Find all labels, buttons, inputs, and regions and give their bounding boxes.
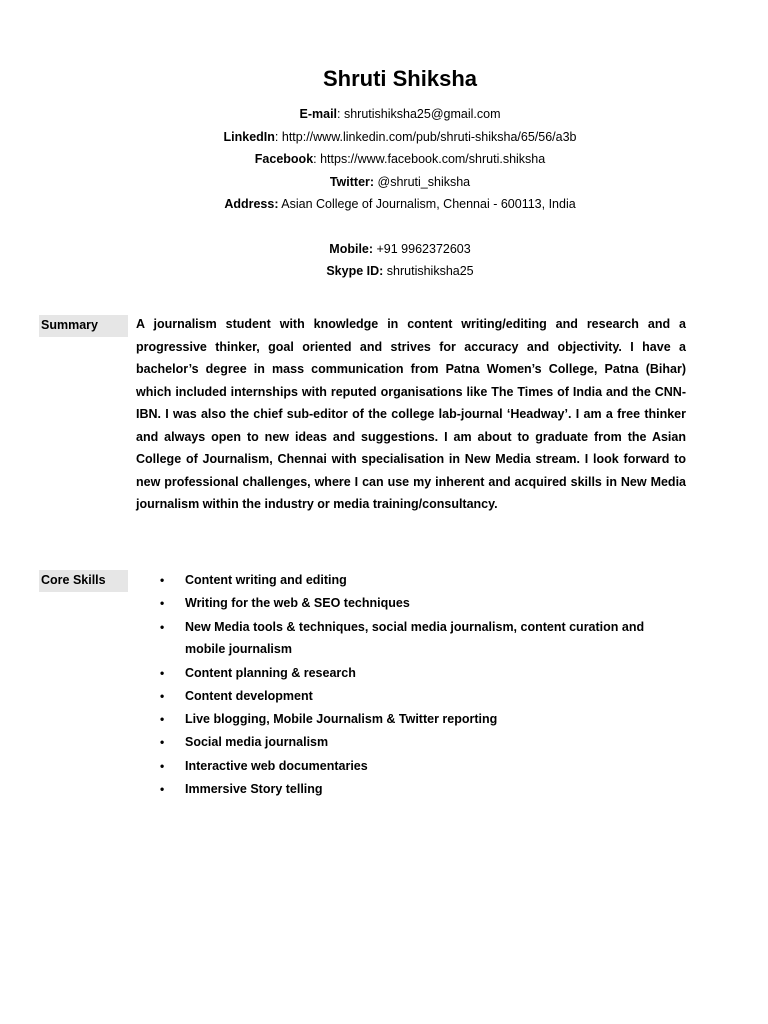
list-item: [160, 592, 660, 615]
list-item: [160, 778, 660, 801]
core-skills-heading: Core Skills: [39, 570, 128, 592]
candidate-name: Shruti Shiksha: [322, 66, 478, 91]
bullet-icon: •: [160, 665, 165, 680]
linkedin-line: [0, 129, 768, 145]
list-item: [160, 616, 660, 661]
address-value: Asian College of Journalism, Chennai - 600113, India: [278, 197, 576, 211]
skill-text: Writing for the web & SEO techniques: [185, 596, 410, 611]
list-item: [160, 731, 660, 754]
email-value[interactable]: : shrutishiksha25@gmail.com: [337, 107, 501, 121]
facebook-value[interactable]: : https://www.facebook.com/shruti.shiksha: [313, 152, 546, 166]
linkedin-value[interactable]: : http://www.linkedin.com/pub/shruti-shiksha/65/56/a3b: [274, 130, 577, 144]
bullet-icon: •: [160, 758, 165, 773]
skill-text: Content planning & research: [185, 665, 356, 680]
skill-text: Content writing and editing: [185, 573, 347, 587]
skill-text: Immersive Story telling: [185, 782, 323, 797]
facebook-line: [0, 151, 768, 167]
summary-heading: Summary: [39, 315, 128, 337]
core-skills-list: [160, 569, 660, 801]
mobile-value: +91 9962372603: [373, 242, 471, 256]
list-item: [160, 708, 660, 731]
bullet-icon: •: [160, 573, 165, 587]
facebook-label: Facebook: [254, 152, 314, 166]
bullet-icon: •: [160, 596, 165, 611]
twitter-line: [0, 174, 768, 190]
bullet-icon: •: [160, 712, 165, 727]
skill-text: New Media tools & techniques, social media journalism, content curation and mobile journalism: [185, 619, 645, 657]
skill-text: Live blogging, Mobile Journalism & Twitter reporting: [185, 712, 498, 727]
mobile-line: [0, 241, 768, 257]
mobile-label: Mobile:: [329, 242, 374, 256]
summary-text: A journalism student with knowledge in content writing/editing and research and a progressive thinker, goal oriented and strives for accuracy and objectivity. I have a bachelor’s degree in mass communication from Patna Women’s College, Patna (Bihar) which included internships with reputed organisations like The Times of India and the CNN-IBN. I was also the chief sub-editor of the college lab-journal ‘Headway’. I am a free thinker and always open to new ideas and suggestions. I am about to graduate from the Asian College of Journalism, Chennai with specialisation in New Media stream. I look forward to new professional challenges, where I can use my inherent and acquired skills in New Media journalism within the industry or media training/consultancy.: [136, 317, 686, 511]
bullet-icon: •: [160, 735, 165, 750]
skill-text: Social media journalism: [185, 735, 329, 750]
list-item: [160, 755, 660, 778]
list-item: [160, 685, 660, 708]
email-line: [0, 106, 768, 122]
skill-text: Interactive web documentaries: [185, 758, 368, 773]
linkedin-label: LinkedIn: [223, 130, 275, 144]
bullet-icon: •: [160, 688, 165, 703]
twitter-value: @shruti_shiksha: [374, 175, 471, 189]
email-label: E-mail: [299, 107, 338, 121]
skype-value: shrutishiksha25: [383, 264, 474, 278]
bullet-icon: •: [160, 619, 165, 634]
list-item: [160, 662, 660, 685]
list-item: [160, 569, 660, 592]
skype-line: [0, 263, 768, 279]
address-line: [0, 196, 768, 212]
skype-label: Skype ID:: [326, 264, 384, 278]
skill-text: Content development: [185, 688, 313, 703]
twitter-label: Twitter:: [329, 175, 375, 189]
address-label: Address:: [224, 197, 279, 211]
bullet-icon: •: [160, 782, 165, 797]
